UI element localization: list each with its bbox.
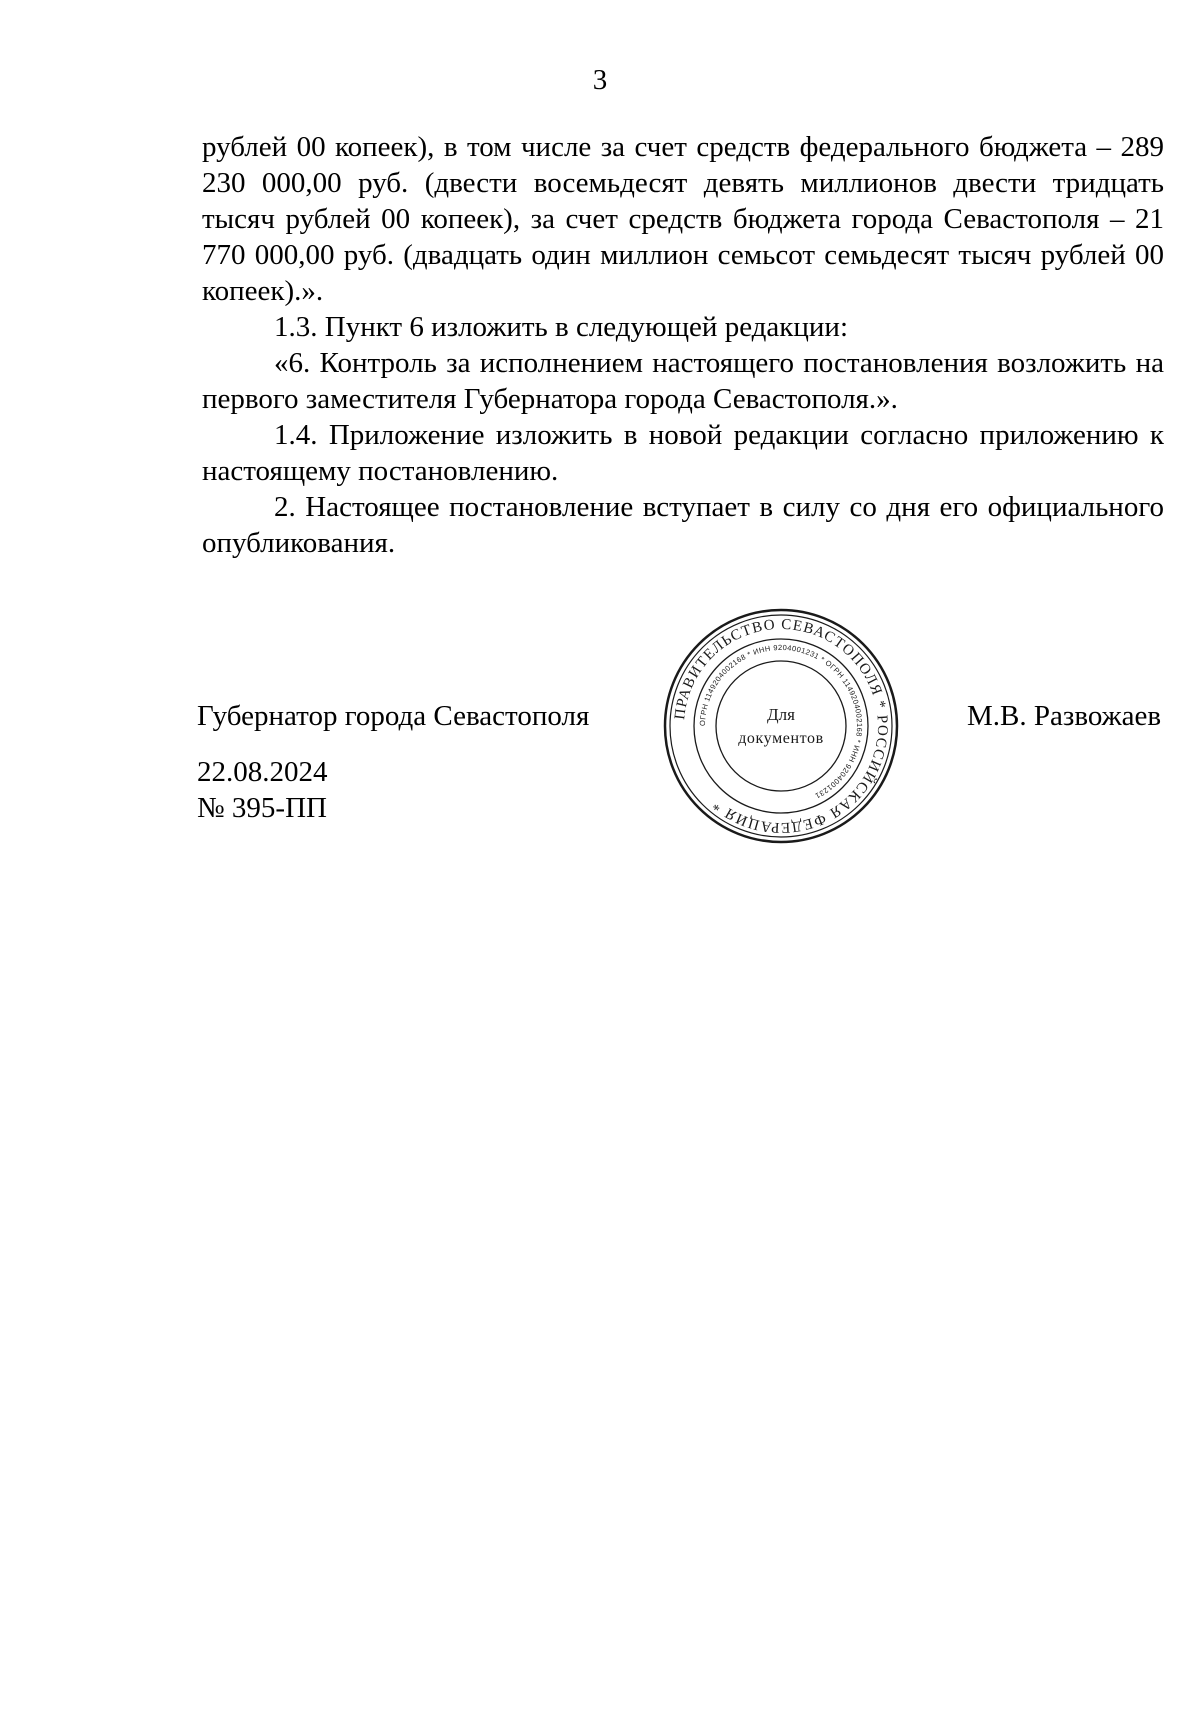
signer-title: Губернатор города Севастополя: [197, 700, 590, 732]
document-date: 22.08.2024: [197, 756, 328, 788]
seal-outer-text: ПРАВИТЕЛЬСТВО СЕВАСТОПОЛЯ * РОССИЙСКАЯ ФЕДЕРАЦИЯ *: [672, 616, 891, 836]
paragraph-item-6-quote: «6. Контроль за исполнением настоящего постановления возложить на первого заместителя Губернатора города Севастополя.».: [202, 347, 1164, 415]
paragraph-item-1-3: 1.3. Пункт 6 изложить в следующей редакции:: [274, 311, 849, 343]
paragraph-item-2: 2. Настоящее постановление вступает в силу со дня его официального опубликования.: [202, 491, 1164, 559]
paragraph-budget-continuation: рублей 00 копеек), в том числе за счет средств федерального бюджета – 289 230 000,00 руб. (двести восемьдесят девять миллионов двести тридцать тысяч рублей 00 копеек), за счет средств бюджета города Севастополя – 21 770 000,00 руб. (двадцать один миллион семьсот семьдесят тысяч рублей 00 копеек).».: [202, 131, 1164, 307]
seal-center-line2: документов: [738, 730, 824, 747]
page-number: 3: [592, 64, 608, 96]
signer-name: М.В. Развожаев: [967, 700, 1162, 732]
signature-block: [0, 700, 1200, 740]
document-body: [202, 129, 1164, 561]
seal-inner-text: ОГРН 1149204002168 * ИНН 9204001231 * ОГРН 1149204002168 * ИНН 9204001231: [697, 642, 865, 801]
seal-center-line1: Для: [767, 705, 795, 724]
document-number: № 395-ПП: [197, 792, 327, 824]
official-seal: [661, 606, 901, 846]
seal-graphic: [661, 606, 901, 846]
document-meta: [197, 754, 328, 826]
paragraph-item-1-4: 1.4. Приложение изложить в новой редакции согласно приложению к настоящему постановлению.: [202, 419, 1164, 487]
